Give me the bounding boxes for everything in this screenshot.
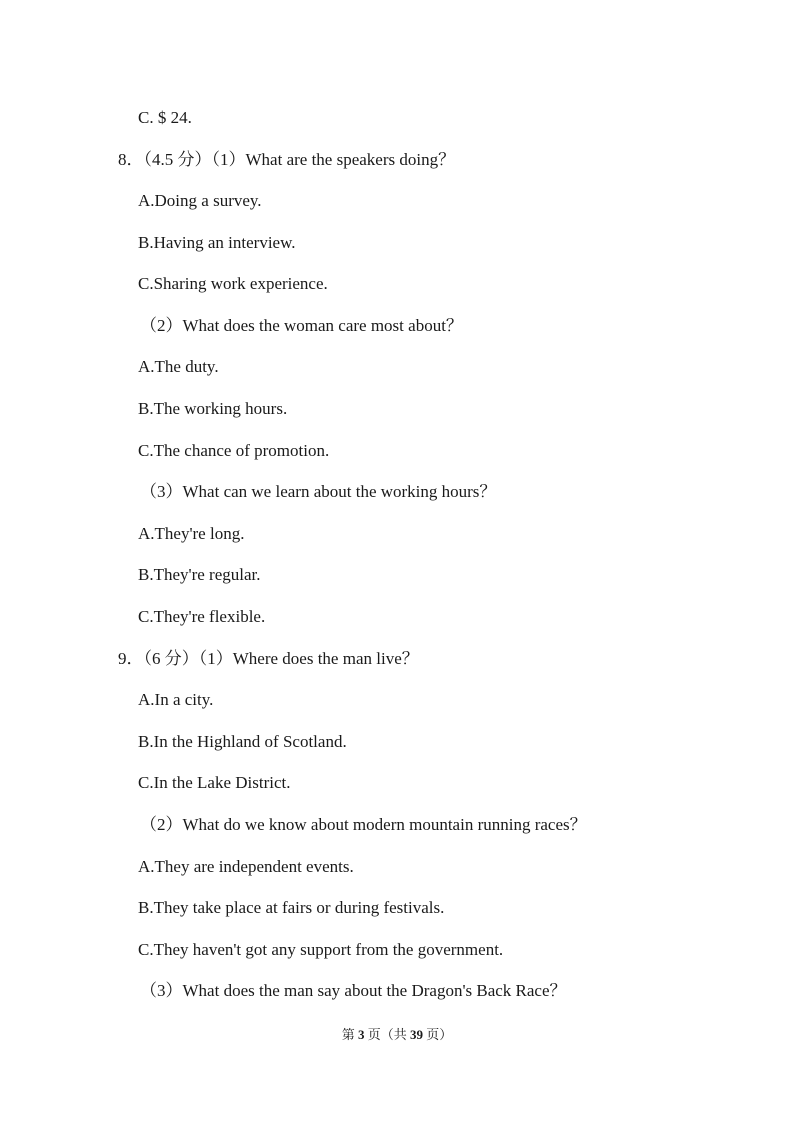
footer-suffix: 页） (423, 1027, 453, 1042)
q8-3-option-b: B.They're regular. (138, 565, 261, 584)
q9-1-option-c: C.In the Lake District. (138, 773, 291, 792)
q8-2-option-b: B.The working hours. (138, 399, 288, 418)
footer-page-number: 3 (357, 1027, 365, 1042)
q8-1-option-c: C.Sharing work experience. (138, 274, 328, 293)
page-footer (0, 1026, 794, 1044)
q8-2-prompt: （2）What does the woman care most about？ (140, 316, 463, 335)
q9-2-option-c: C.They haven't got any support from the government. (138, 940, 504, 959)
q8-3-option-c: C.They're flexible. (138, 607, 266, 626)
footer-prefix: 第 (341, 1027, 358, 1042)
option-c-prev: C. $ 24. (138, 108, 192, 127)
q8-2-option-a: A.The duty. (138, 357, 219, 376)
q8-3-option-a: A.They're long. (138, 524, 245, 543)
q8-2-option-c: C.The chance of promotion. (138, 441, 330, 460)
footer-middle: 页（共 (364, 1027, 410, 1042)
q8-1-option-b: B.Having an interview. (138, 233, 296, 252)
q8-1-option-a: A.Doing a survey. (138, 191, 262, 210)
question-9-heading: 9．（6 分）（1）Where does the man live？ (118, 649, 419, 668)
q9-3-prompt: （3）What does the man say about the Dragon's Back Race？ (140, 981, 567, 1000)
q9-2-option-a: A.They are independent events. (138, 857, 354, 876)
q9-2-prompt: （2）What do we know about modern mountain running races？ (140, 815, 587, 834)
footer-total-pages: 39 (410, 1027, 423, 1042)
question-8-heading: 8．（4.5 分）（1）What are the speakers doing？ (118, 150, 456, 169)
q9-2-option-b: B.They take place at fairs or during festivals. (138, 898, 445, 917)
q9-1-option-b: B.In the Highland of Scotland. (138, 732, 347, 751)
q9-1-option-a: A.In a city. (138, 690, 214, 709)
q8-3-prompt: （3）What can we learn about the working hours？ (140, 482, 497, 501)
